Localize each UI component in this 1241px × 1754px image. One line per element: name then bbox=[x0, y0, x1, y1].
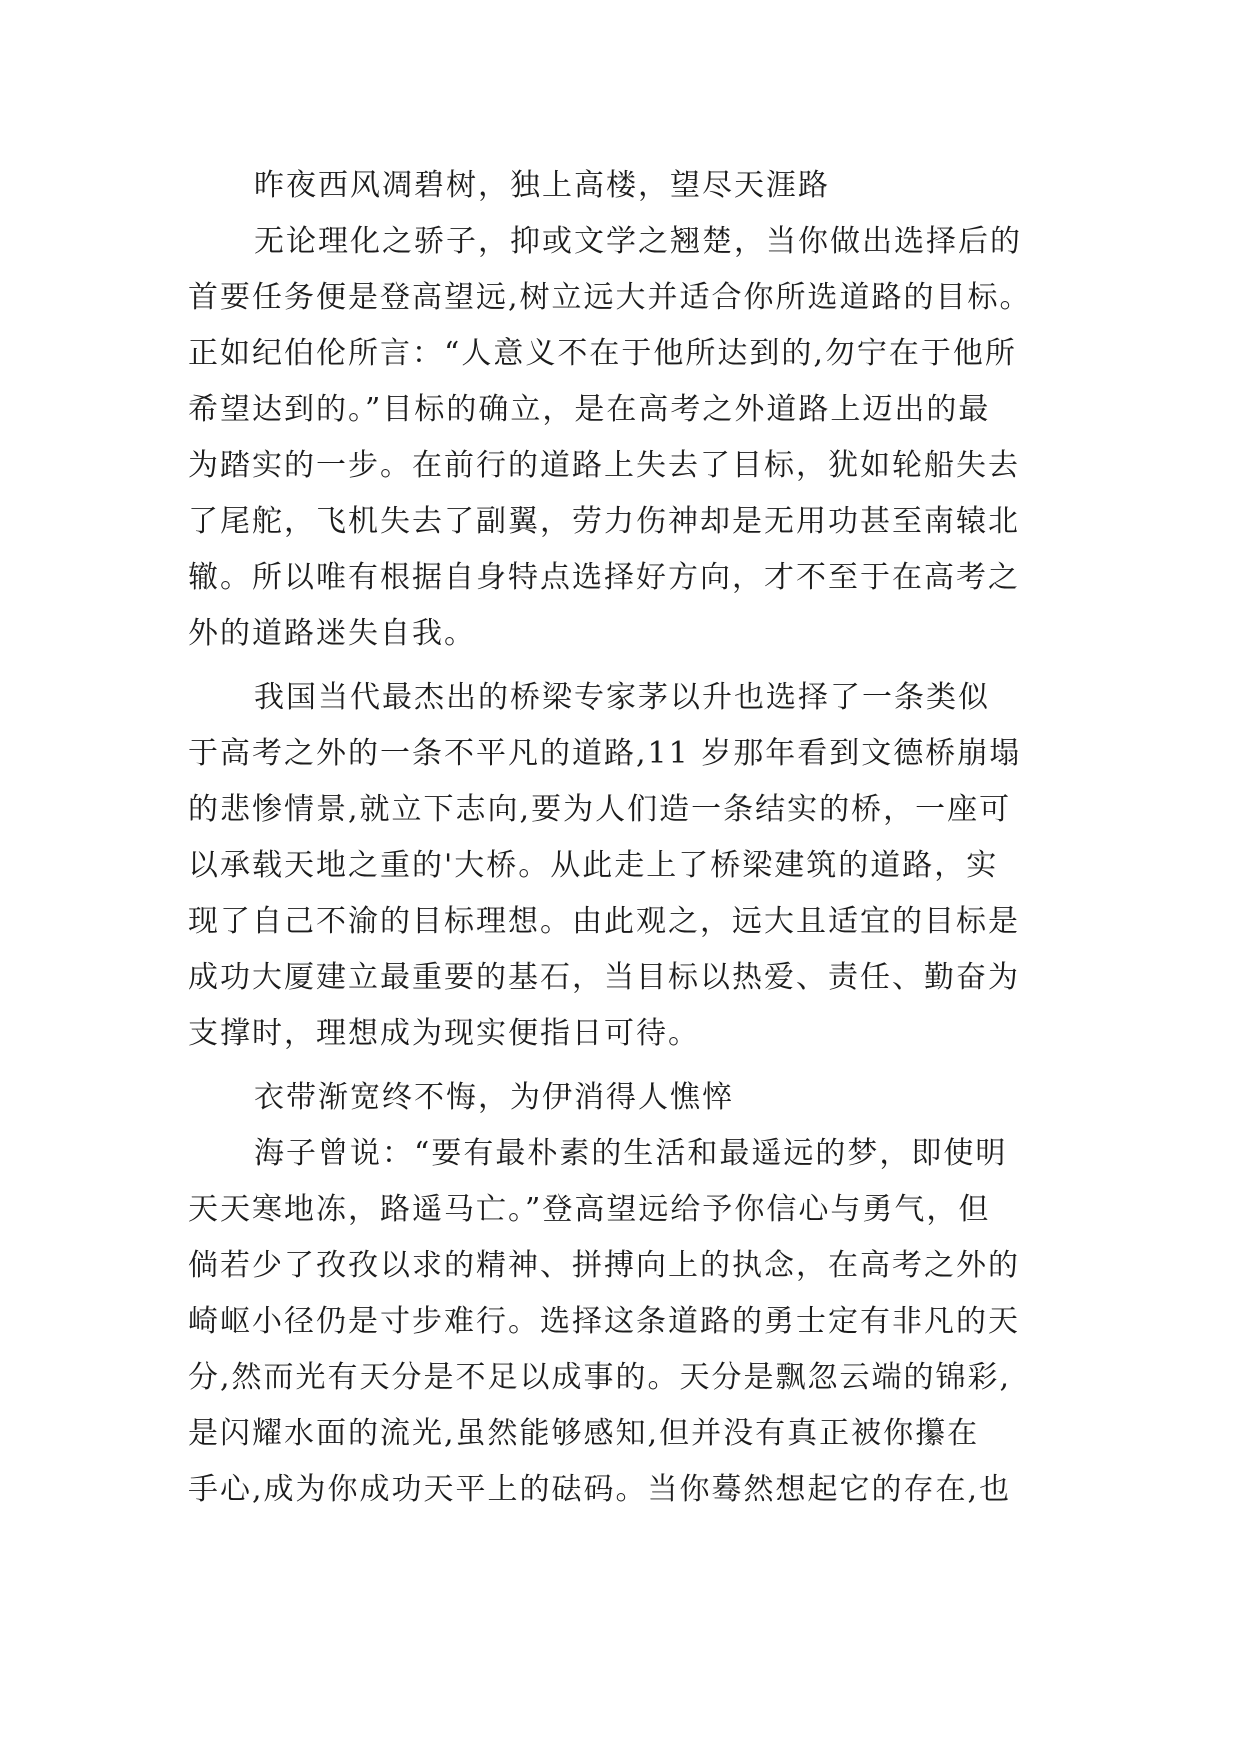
paragraph-line: 了尾舵，飞机失去了副翼，劳力伤神却是无用功甚至南辕北 bbox=[188, 504, 1020, 539]
paragraph-line: 天天寒地冻，路遥马亡。”登高望远给予你信心与勇气，但 bbox=[188, 1192, 991, 1227]
paragraph-line: 以承载天地之重的'大桥。从此走上了桥梁建筑的道路，实 bbox=[188, 848, 999, 883]
paragraph-line: 无论理化之骄子，抑或文学之翘楚，当你做出选择后的 bbox=[254, 224, 1022, 259]
paragraph-line: 成功大厦建立最重要的基石，当目标以热爱、责任、勤奋为 bbox=[188, 960, 1020, 995]
paragraph-line: 现了自己不渝的目标理想。由此观之，远大且适宜的目标是 bbox=[188, 904, 1020, 939]
paragraph-line: 倘若少了孜孜以求的精神、拼搏向上的执念，在高考之外的 bbox=[188, 1248, 1020, 1283]
section-heading-2: 衣带渐宽终不悔，为伊消得人憔悴 bbox=[254, 1080, 734, 1115]
paragraph-line: 首要任务便是登高望远,树立远大并适合你所选道路的目标。 bbox=[188, 280, 1032, 315]
paragraph-line: 正如纪伯伦所言：“人意义不在于他所达到的,勿宁在于他所 bbox=[188, 336, 1017, 371]
paragraph-line: 手心,成为你成功天平上的砝码。当你蓦然想起它的存在,也 bbox=[188, 1472, 1012, 1507]
paragraph-line: 崎岖小径仍是寸步难行。选择这条道路的勇士定有非凡的天 bbox=[188, 1304, 1020, 1339]
paragraph-line: 于高考之外的一条不平凡的道路,11 岁那年看到文德桥崩塌 bbox=[188, 736, 1022, 771]
paragraph-line: 支撑时，理想成为现实便指日可待。 bbox=[188, 1016, 700, 1051]
paragraph-line: 辙。所以唯有根据自身特点选择好方向，才不至于在高考之 bbox=[188, 560, 1020, 595]
paragraph-line: 是闪耀水面的流光,虽然能够感知,但并没有真正被你攥在 bbox=[188, 1416, 980, 1451]
paragraph-line: 我国当代最杰出的桥梁专家茅以升也选择了一条类似 bbox=[254, 680, 990, 715]
paragraph-line: 的悲惨情景,就立下志向,要为人们造一条结实的桥，一座可 bbox=[188, 792, 1012, 827]
paragraph-line: 外的道路迷失自我。 bbox=[188, 616, 476, 651]
paragraph-line: 希望达到的。”目标的确立，是在高考之外道路上迈出的最 bbox=[188, 392, 991, 427]
section-heading-1: 昨夜西风凋碧树，独上高楼，望尽天涯路 bbox=[254, 168, 830, 203]
paragraph-line: 为踏实的一步。在前行的道路上失去了目标，犹如轮船失去 bbox=[188, 448, 1020, 483]
paragraph-line: 分,然而光有天分是不足以成事的。天分是飘忽云端的锦彩, bbox=[188, 1360, 1012, 1395]
paragraph-line: 海子曾说：“要有最朴素的生活和最遥远的梦，即使明 bbox=[254, 1136, 1008, 1171]
